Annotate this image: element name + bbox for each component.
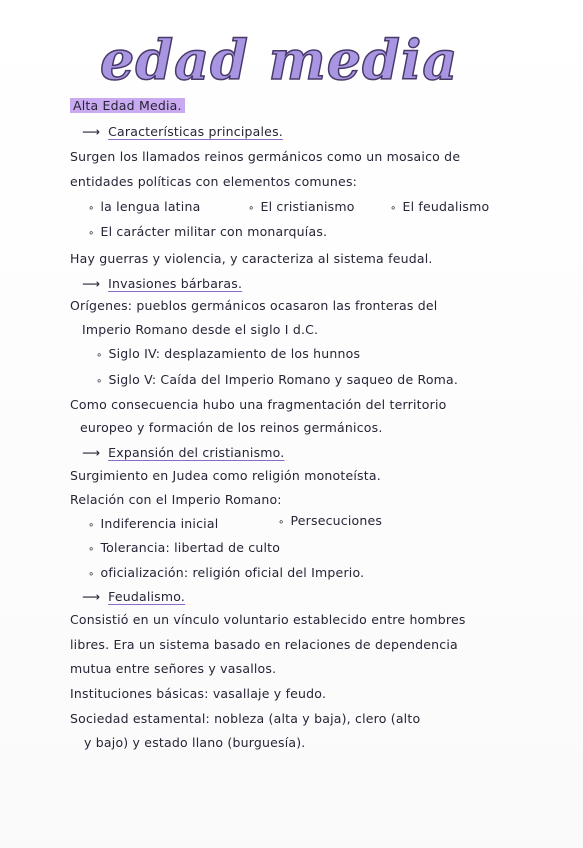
bullet-icon: ∘ <box>390 203 397 214</box>
heading-caracteristicas <box>82 124 283 139</box>
bullet-icon: ∘ <box>248 203 255 214</box>
bullet-text: la lengua latina <box>100 199 201 214</box>
bullet-item <box>248 199 355 214</box>
bullet-text: El cristianismo <box>260 199 355 214</box>
heading-expansion <box>82 445 284 460</box>
arrow-icon: ⟶ <box>82 124 101 139</box>
bullet-text: Siglo V: Caída del Imperio Romano y saqueo de Roma. <box>108 372 459 387</box>
bullet-icon: ∘ <box>88 569 95 580</box>
text-line: Surgimiento en Judea como religión monoteísta. <box>70 468 381 483</box>
heading-feudalismo <box>82 589 185 604</box>
page-title: edad media <box>100 28 459 92</box>
text-line: y bajo) y estado llano (burguesía). <box>84 735 306 750</box>
bullet-item <box>390 199 489 214</box>
arrow-icon: ⟶ <box>82 589 101 604</box>
bullet-item <box>88 516 218 531</box>
bullet-text: Siglo IV: desplazamiento de los hunnos <box>108 346 361 361</box>
heading-invasiones <box>82 276 242 291</box>
text-line: Hay guerras y violencia, y caracteriza al sistema feudal. <box>70 251 433 266</box>
bullet-icon: ∘ <box>96 376 103 387</box>
text-line: Sociedad estamental: nobleza (alta y baja), clero (alto <box>70 711 421 726</box>
bullet-text: Persecuciones <box>290 513 383 528</box>
bullet-icon: ∘ <box>88 228 95 239</box>
bullet-text: El feudalismo <box>402 199 490 214</box>
bullet-item <box>88 224 327 239</box>
arrow-icon: ⟶ <box>82 445 101 460</box>
highlighted-label: Alta Edad Media. <box>70 98 185 113</box>
bullet-item <box>88 540 280 555</box>
text-line: Relación con el Imperio Romano: <box>70 492 282 507</box>
bullet-item <box>88 565 364 580</box>
heading-text: Características principales. <box>108 124 283 139</box>
bullet-item <box>88 199 200 214</box>
text-line: Consistió en un vínculo voluntario establecido entre hombres <box>70 612 466 627</box>
arrow-icon: ⟶ <box>82 276 101 291</box>
bullet-icon: ∘ <box>88 520 95 531</box>
heading-text: Feudalismo. <box>108 589 186 604</box>
bullet-text: El carácter militar con monarquías. <box>100 224 328 239</box>
text-line: Surgen los llamados reinos germánicos como un mosaico de <box>70 149 461 164</box>
bullet-item <box>278 513 382 528</box>
text-line: mutua entre señores y vasallos. <box>70 661 277 676</box>
heading-text: Invasiones bárbaras. <box>108 276 243 291</box>
bullet-item <box>96 346 360 361</box>
text-line: entidades políticas con elementos comunes: <box>70 174 358 189</box>
text-line: europeo y formación de los reinos germánicos. <box>80 420 383 435</box>
bullet-text: oficialización: religión oficial del Imperio. <box>100 565 365 580</box>
bullet-icon: ∘ <box>278 517 285 528</box>
bullet-icon: ∘ <box>88 544 95 555</box>
text-line: Orígenes: pueblos germánicos ocasaron las fronteras del <box>70 298 438 313</box>
section-label <box>70 98 185 113</box>
bullet-icon: ∘ <box>88 203 95 214</box>
text-line: libres. Era un sistema basado en relaciones de dependencia <box>70 637 458 652</box>
text-line: Instituciones básicas: vasallaje y feudo. <box>70 686 327 701</box>
text-line: Imperio Romano desde el siglo I d.C. <box>82 322 319 337</box>
bullet-text: Tolerancia: libertad de culto <box>100 540 281 555</box>
bullet-text: Indiferencia inicial <box>100 516 219 531</box>
text-line: Como consecuencia hubo una fragmentación del territorio <box>70 397 447 412</box>
bullet-item <box>96 372 458 387</box>
heading-text: Expansión del cristianismo. <box>108 445 285 460</box>
bullet-icon: ∘ <box>96 350 103 361</box>
